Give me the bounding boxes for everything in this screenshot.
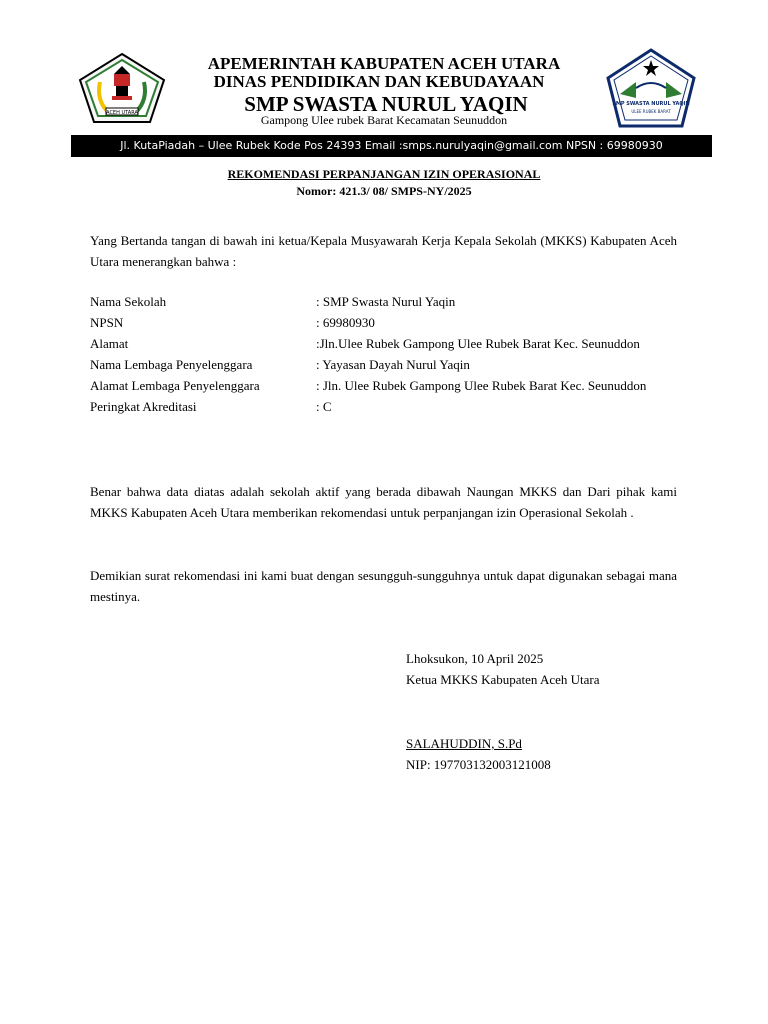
detail-row (90, 312, 677, 333)
detail-value: : Yayasan Dayah Nurul Yaqin (316, 357, 470, 372)
signer-position: Ketua MKKS Kabupaten Aceh Utara (406, 672, 600, 687)
detail-row (90, 354, 677, 375)
letter-title: REKOMENDASI PERPANJANGAN IZIN OPERASIONAL (227, 167, 541, 181)
detail-row (90, 333, 677, 354)
detail-row (90, 375, 677, 396)
place-date: Lhoksukon, 10 April 2025 (406, 651, 544, 666)
letter-number: Nomor: 421.3/ 08/ SMPS-NY/2025 (296, 184, 472, 198)
signer-nip: NIP: 197703132003121008 (406, 757, 551, 772)
signer-name: SALAHUDDIN, S.Pd (406, 736, 522, 751)
detail-row (90, 291, 677, 312)
detail-value: : Jln. Ulee Rubek Gampong Ulee Rubek Barat Kec. Seunuddon (316, 378, 647, 393)
detail-label: Peringkat Akreditasi (90, 399, 197, 414)
school-details-table (90, 291, 677, 417)
header-government-line: APEMERINTAH KABUPATEN ACEH UTARA (207, 54, 561, 73)
signer-block (406, 733, 551, 775)
header-department-line: DINAS PENDIDIKAN DAN KEBUDAYAAN (213, 72, 545, 91)
signature-block (406, 648, 600, 690)
closing-paragraph: Demikian surat rekomendasi ini kami buat dengan sesungguh-sungguhnya untuk dapat digunakan sebagai mana mestinya. (90, 568, 677, 604)
header-address: Gampong Ulee rubek Barat Kecamatan Seunuddon (260, 113, 508, 127)
detail-value: : 69980930 (316, 315, 375, 330)
svg-text:ULEE RUBEK BARAT: ULEE RUBEK BARAT (631, 109, 671, 114)
detail-label: NPSN (90, 315, 124, 330)
detail-label: Nama Lembaga Penyelenggara (90, 357, 253, 372)
detail-row (90, 396, 677, 417)
statement-paragraph: Benar bahwa data diatas adalah sekolah aktif yang berada dibawah Naungan MKKS dan Dari pihak kami MKKS Kabupaten Aceh Utara memberikan rekomendasi untuk perpanjangan izin Operasional Sekolah . (90, 484, 677, 520)
intro-paragraph: Yang Bertanda tangan di bawah ini ketua/Kepala Musyawarah Kerja Kepala Sekolah (MKKS) Kabupaten Aceh Utara menerangkan bahwa : (90, 233, 677, 269)
detail-label: Nama Sekolah (90, 294, 167, 309)
detail-label: Alamat Lembaga Penyelenggara (90, 378, 260, 393)
svg-text:SMP SWASTA NURUL YAQIN: SMP SWASTA NURUL YAQIN (612, 101, 690, 107)
detail-value: :Jln.Ulee Rubek Gampong Ulee Rubek Barat Kec. Seunuddon (316, 336, 640, 351)
detail-value: : C (316, 399, 332, 414)
detail-label: Alamat (90, 336, 129, 351)
header-school-name: SMP SWASTA NURUL YAQIN (244, 92, 528, 116)
svg-text:ACEH UTARA: ACEH UTARA (106, 110, 138, 116)
detail-value: : SMP Swasta Nurul Yaqin (316, 294, 456, 309)
contact-band: Jl. KutaPiadah – Ulee Rubek Kode Pos 24393 Email :smps.nurulyaqin@gmail.com NPSN : 69980930 (71, 135, 712, 157)
